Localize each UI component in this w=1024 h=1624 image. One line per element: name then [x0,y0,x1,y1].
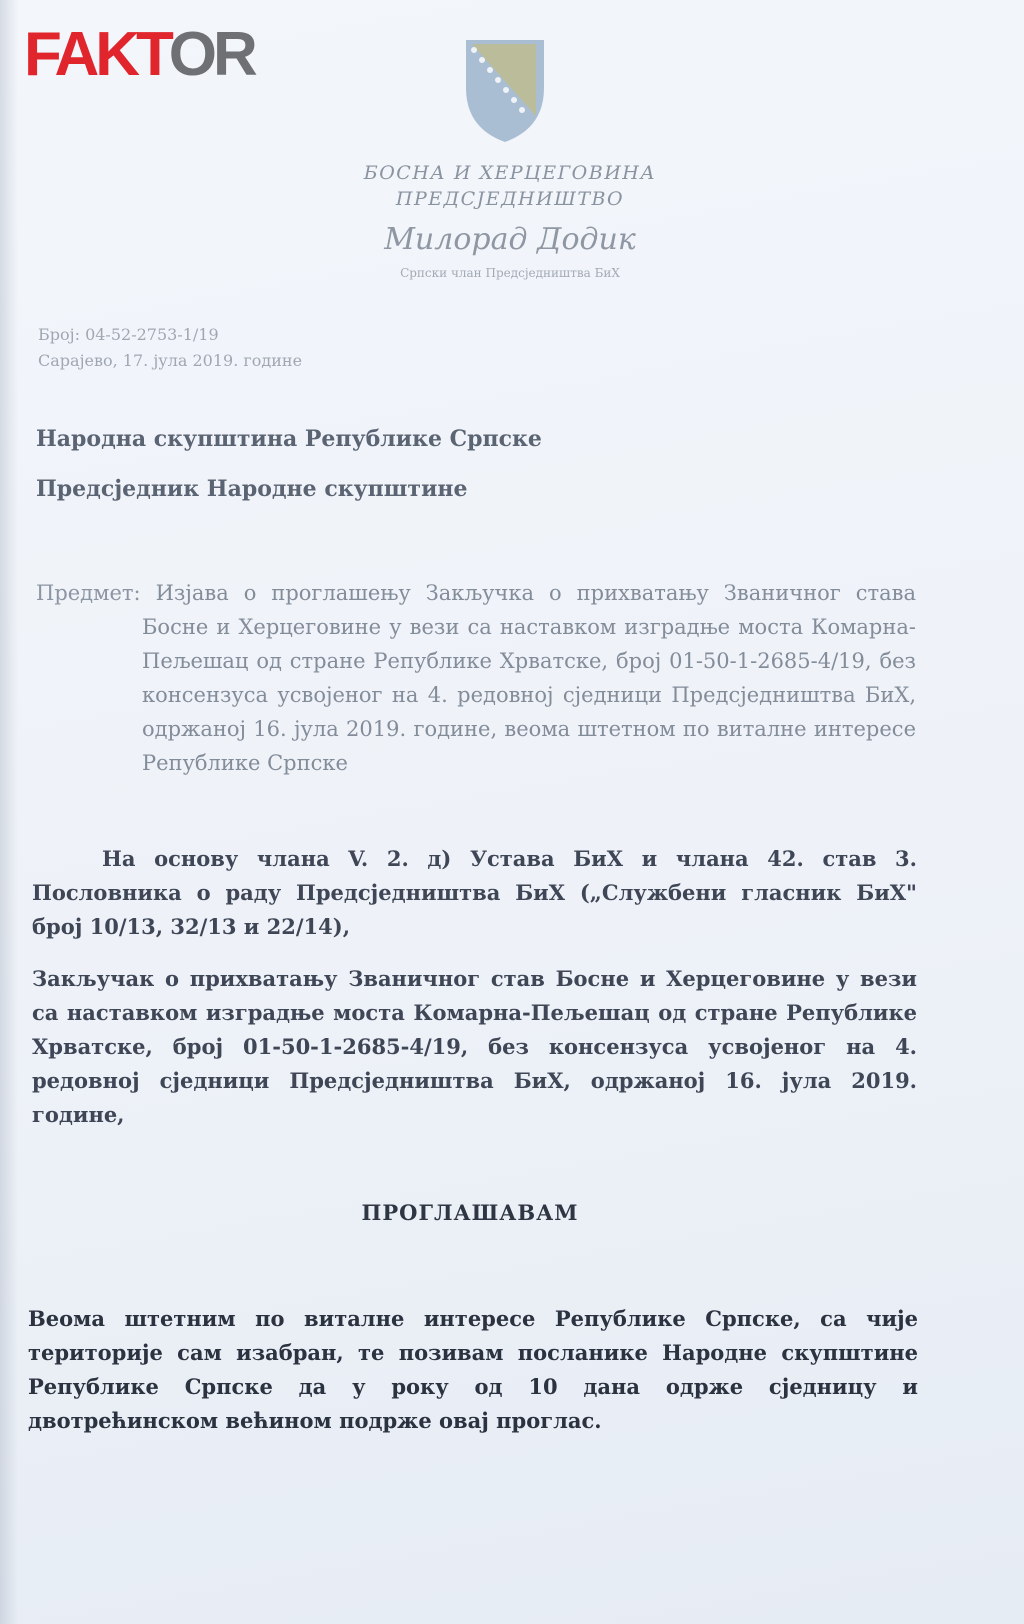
watermark-part-red: FAKT [24,20,169,89]
bih-coat-of-arms-icon [460,36,550,146]
reference-place-date: Сарајево, 17. јула 2019. године [38,351,303,370]
letterhead-country: БОСНА И ХЕРЦЕГОВИНА [363,162,657,184]
declaration-paragraph: Веома штетним по виталне интересе Републике Српске, са чије територије сам изабран, те позивам посланике Народне скупштине Републике Српске да у року од 10 дана одрже сједницу и двотрећинском већином подрже овај проглас. [28,1306,918,1433]
subject-block [36,576,916,780]
faktor-watermark-logo [24,20,254,89]
letterhead-member-title: Српски члан Предсједништва БиХ [400,266,620,280]
recipient-assembly: Народна скупштина Републике Српске [36,426,542,452]
letterhead-institution: ПРЕДСЈЕДНИШТВО [395,188,625,210]
recipient-president: Предсједник Народне скупштине [36,476,468,502]
reference-number: Број: 04-52-2753-1/19 [38,325,219,344]
subject-text: Изјава о проглашењу Закључка о прихватању Званичног става Босне и Херцеговине у вези са наставком изградње моста Комарна-Пељешац од стране Републике Хрватске, број 01-50-1-2685-4/19, без консензуса усвојеног на 4. редовној сједници Предсједништва БиХ, одржаној 16. јула 2019. године, веома штетном по виталне интересе Републике Српске [142,581,916,775]
legal-basis-paragraph: На основу члана V. 2. д) Устава БиХ и члана 42. став 3. Пословника о раду Предсједништва БиХ („Службени гласник БиХ" број 10/13, 32/13 и 22/14), [32,846,917,939]
subject-label: Предмет: [36,581,141,605]
proclaim-heading: ПРОГЛАШАВАМ [361,1200,579,1225]
letterhead-member-name: Милорад Додик [384,222,636,257]
watermark-part-gray: OR [168,20,254,89]
conclusion-paragraph: Закључак о прихватању Званичног став Босне и Херцеговине у вези са наставком изградње моста Комарна-Пељешац од стране Републике Хрватске, број 01-50-1-2685-4/19, без консензуса усвојеног на 4. редовној сједници Предсједништва БиХ, одржаној 16. јула 2019. године, [32,966,917,1127]
